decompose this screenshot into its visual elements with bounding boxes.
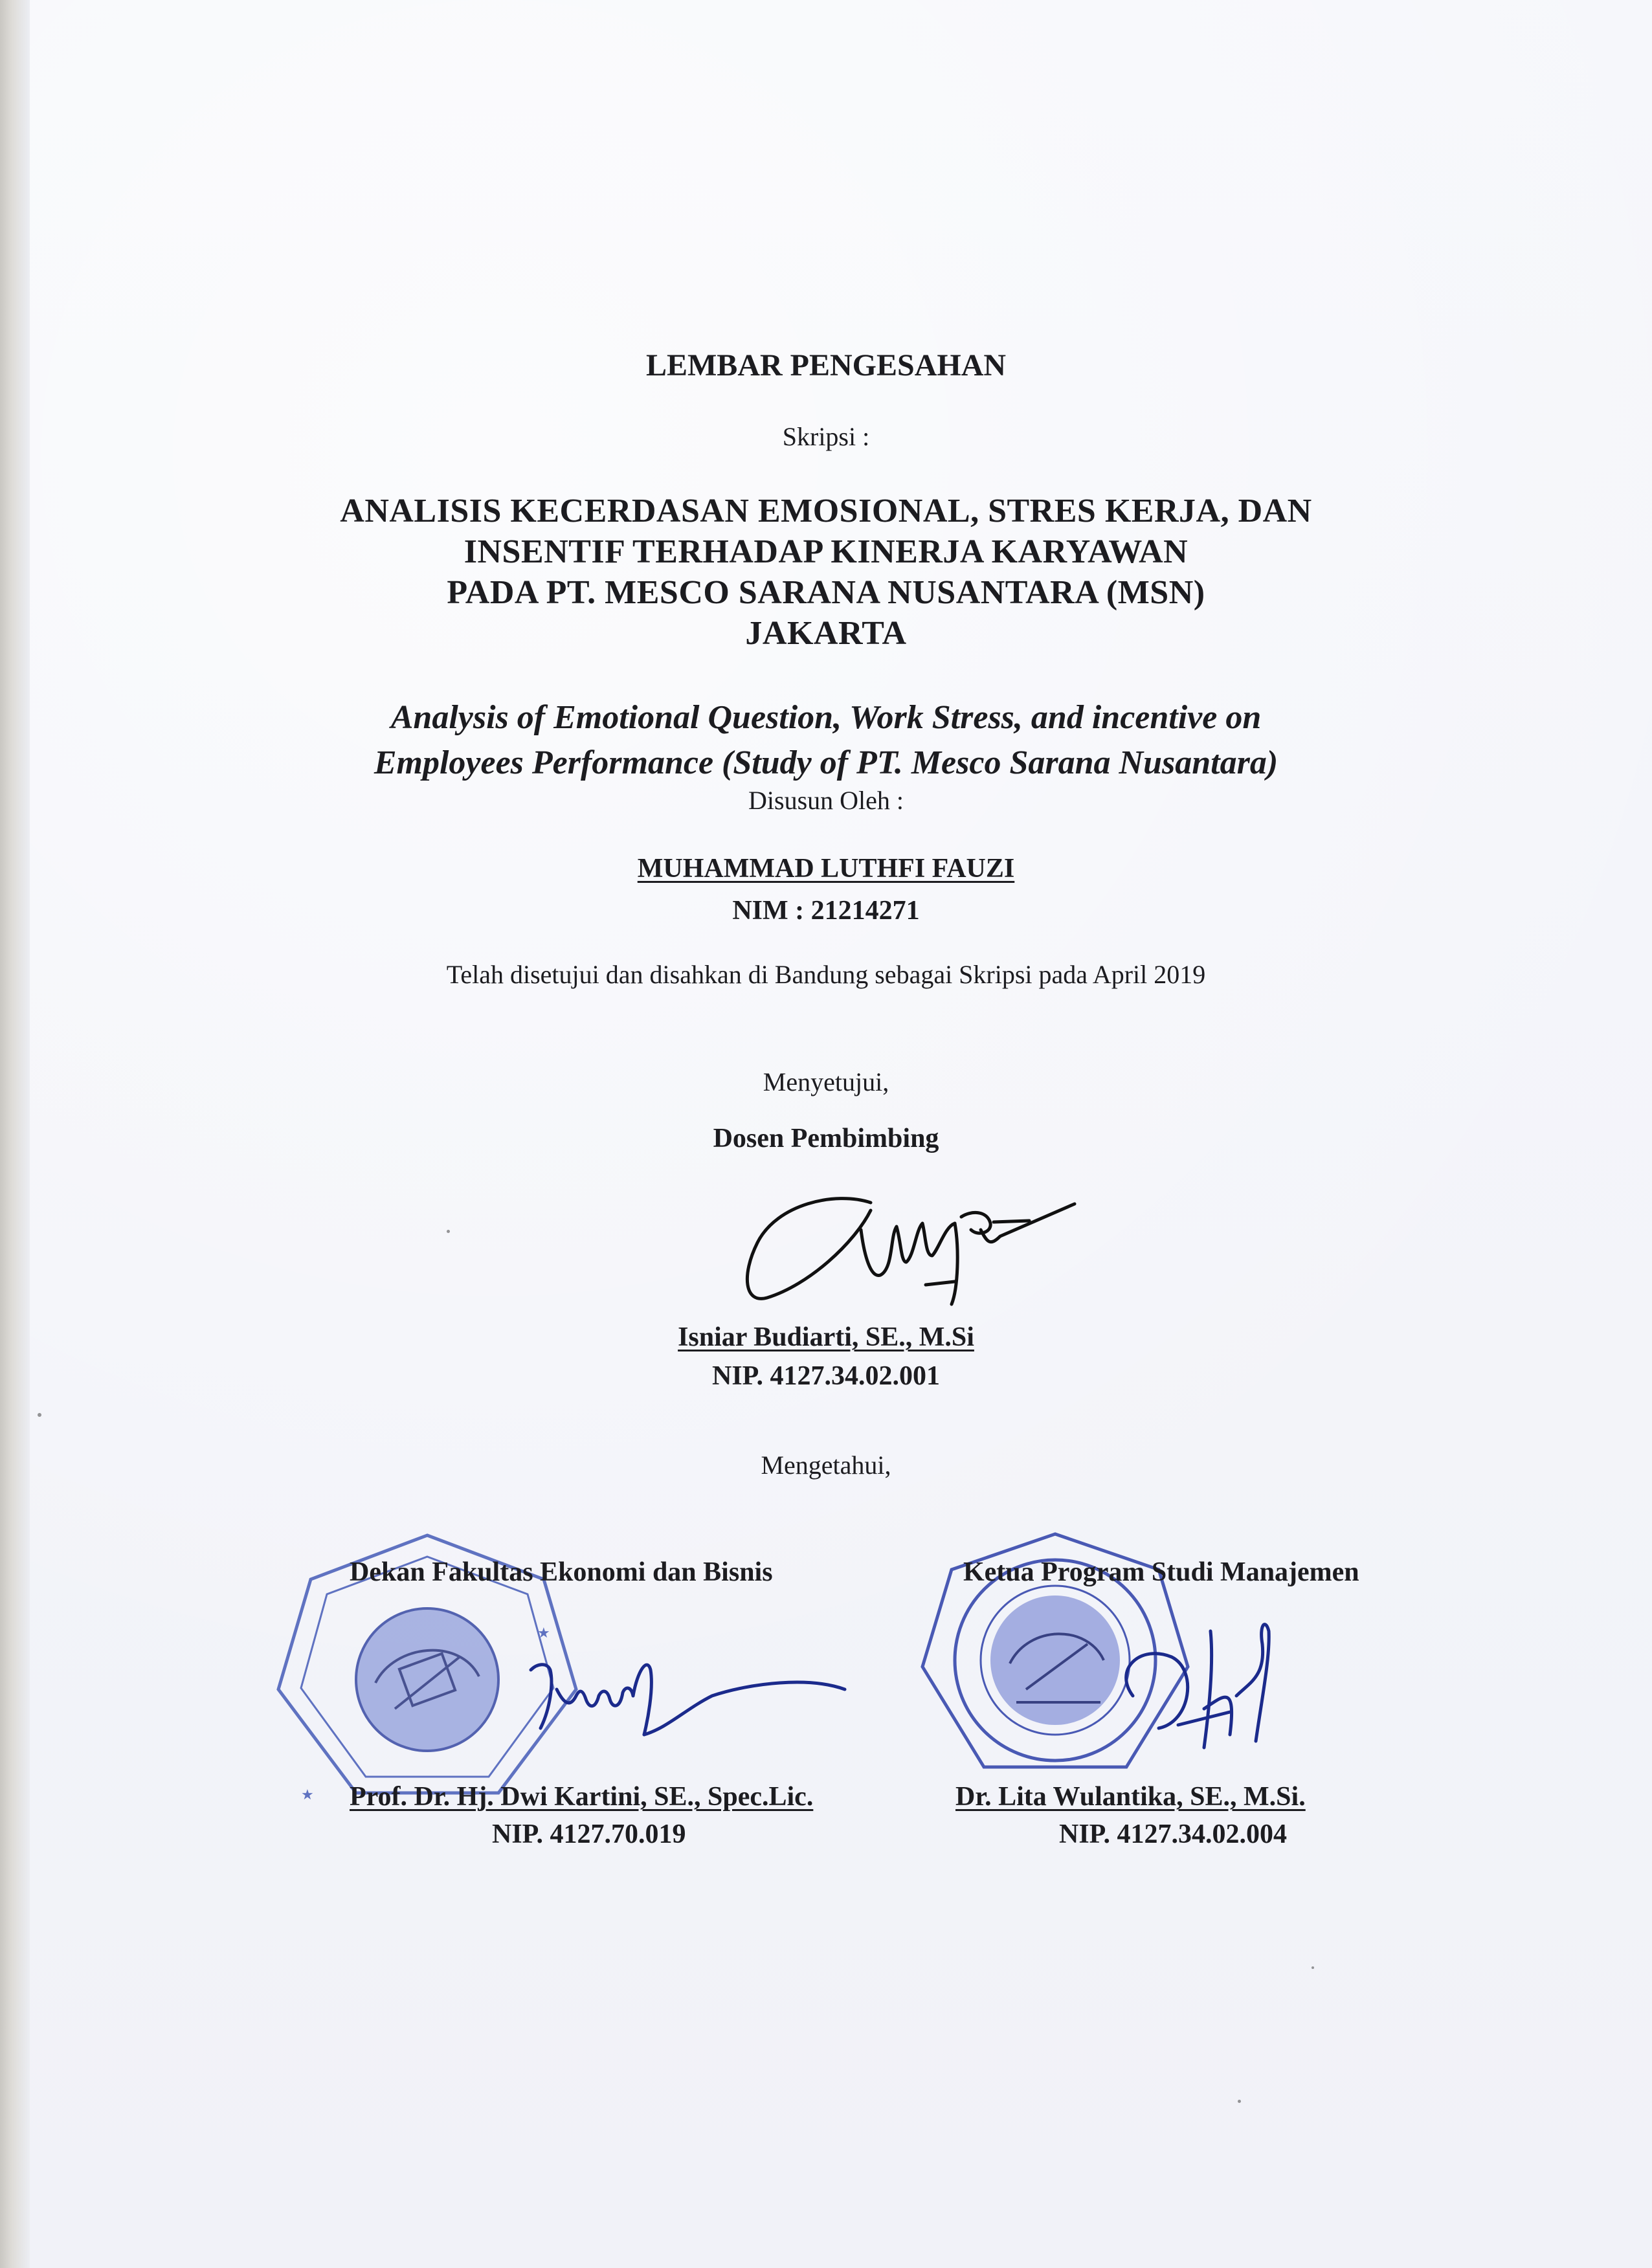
document-type: Skripsi : — [782, 422, 870, 451]
thesis-title-line: JAKARTA — [745, 615, 907, 652]
dean-signature — [518, 1644, 854, 1761]
advisor-signature — [731, 1165, 1094, 1314]
page-heading: LEMBAR PENGESAHAN — [645, 348, 1007, 383]
head-signature — [1100, 1605, 1308, 1773]
thesis-title-line: PADA PT. MESCO SARANA NUSANTARA (MSN) — [447, 574, 1205, 611]
svg-text:★: ★ — [301, 1787, 314, 1803]
dean-nip: NIP. 4127.70.019 — [492, 1819, 686, 1849]
approved-label: Menyetujui, — [763, 1067, 889, 1096]
thesis-title-line: INSENTIF TERHADAP KINERJA KARYAWAN — [463, 533, 1189, 570]
head-nip: NIP. 4127.34.02.004 — [1059, 1819, 1287, 1849]
english-title-line: Employees Performance (Study of PT. Mesco Sarana Nusantara) — [374, 744, 1278, 781]
acknowledged-label: Mengetahui, — [761, 1451, 891, 1480]
svg-text:★: ★ — [537, 1625, 550, 1641]
english-title-line: Analysis of Emotional Question, Work Stress, and incentive on — [390, 699, 1262, 736]
head-name: Dr. Lita Wulantika, SE., M.Si. — [955, 1782, 1306, 1812]
advisor-role: Dosen Pembimbing — [713, 1124, 939, 1153]
dean-name: Prof. Dr. Hj. Dwi Kartini, SE., Spec.Lic. — [350, 1782, 814, 1812]
head-role: Ketua Program Studi Manajemen — [963, 1557, 1359, 1587]
author-nim: NIM : 21214271 — [732, 896, 920, 926]
scan-speck — [38, 1413, 41, 1417]
advisor-name: Isniar Budiarti, SE., M.Si — [678, 1322, 974, 1352]
approval-statement: Telah disetujui dan disahkan di Bandung sebagai Skripsi pada April 2019 — [446, 960, 1206, 989]
thesis-title-line: ANALISIS KECERDASAN EMOSIONAL, STRES KERJA, DAN — [340, 493, 1312, 529]
advisor-nip: NIP. 4127.34.02.001 — [712, 1361, 940, 1391]
scan-speck — [447, 1230, 450, 1233]
dean-role: Dekan Fakultas Ekonomi dan Bisnis — [350, 1557, 773, 1587]
authored-by-label: Disusun Oleh : — [748, 786, 904, 815]
author-name: MUHAMMAD LUTHFI FAUZI — [637, 854, 1015, 884]
scan-speck — [1238, 2100, 1241, 2103]
scan-speck — [1312, 1966, 1314, 1969]
